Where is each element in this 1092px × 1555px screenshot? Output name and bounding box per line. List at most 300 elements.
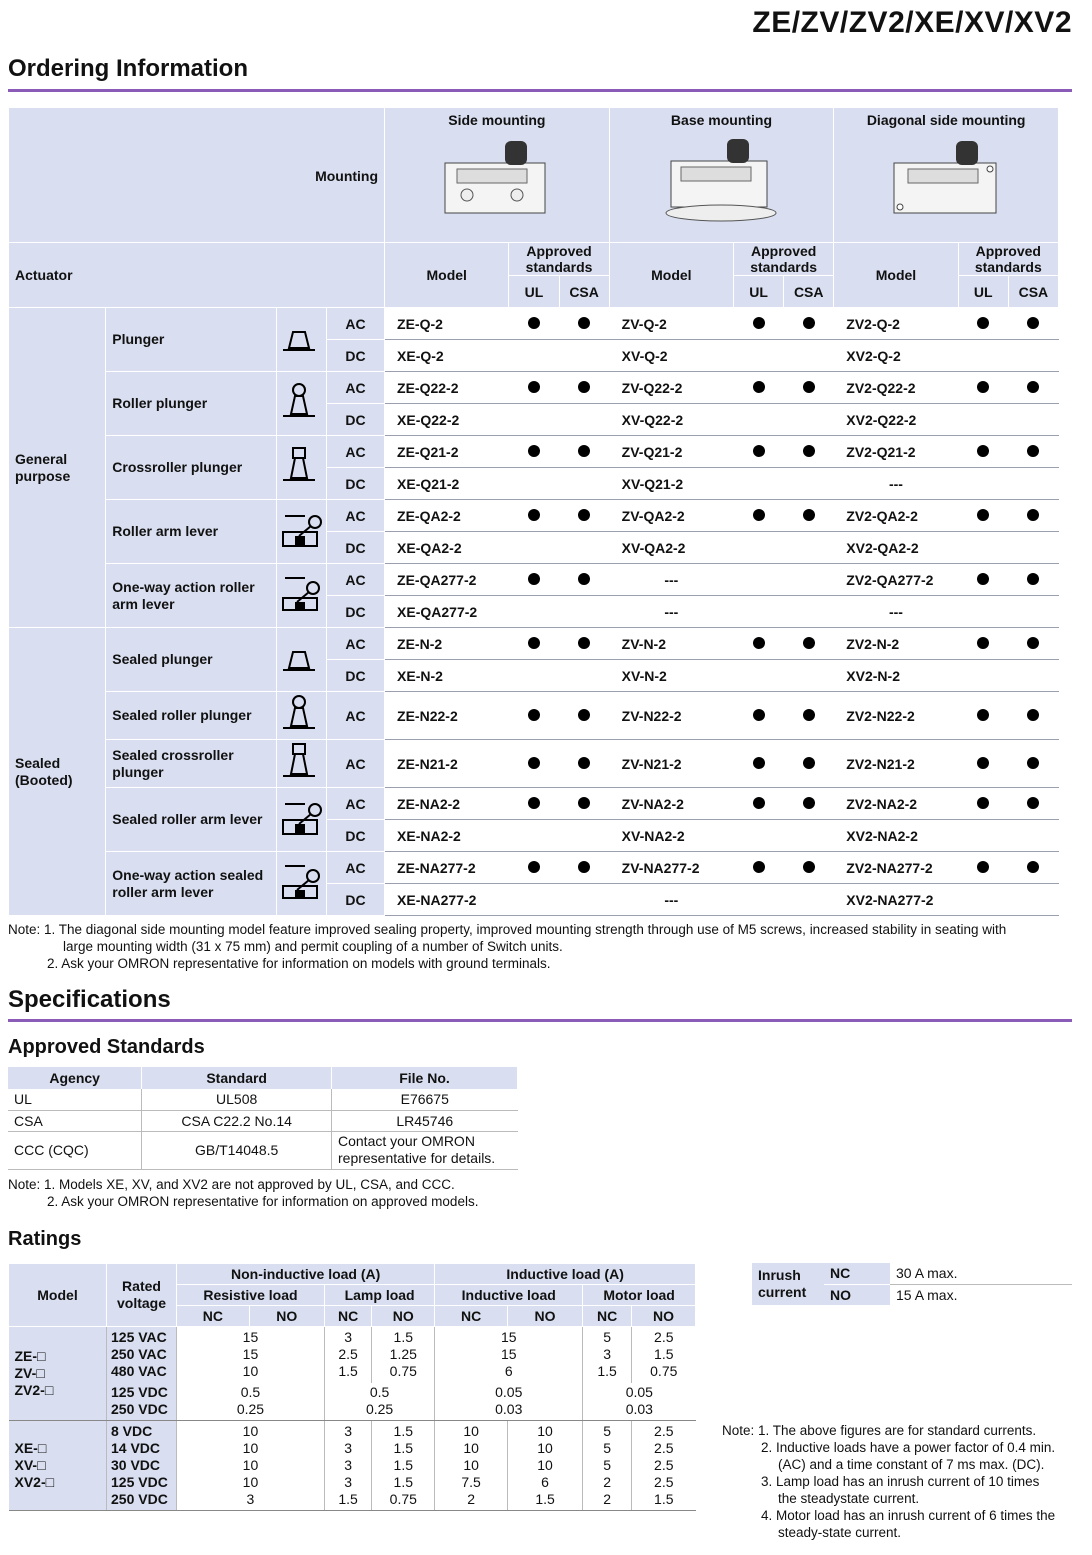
approved-dot-icon [803, 861, 815, 873]
ul-approval [509, 660, 559, 692]
csa-approval [1008, 820, 1058, 852]
ul-approval [509, 596, 559, 628]
note-line: 3. Lamp load has an inrush current of 10 times [761, 1474, 1040, 1489]
approved-dot-icon [977, 573, 989, 585]
agency-header: Agency [8, 1067, 142, 1089]
approved-dot-icon [977, 861, 989, 873]
lamp-cell: 0.5 0.25 [324, 1383, 434, 1421]
approved-header-2: standards [974, 259, 1042, 275]
ordering-title: Ordering Information [8, 55, 248, 82]
mounting-label: Mounting [9, 108, 385, 243]
non-inductive-header: Non-inductive load (A) [177, 1264, 435, 1285]
model-number: XV2-NA2-2 [834, 820, 958, 852]
table-row [8, 1089, 518, 1110]
ul-approval [509, 740, 559, 788]
approved-dot-icon [753, 317, 765, 329]
csa-approval [1008, 436, 1058, 468]
approved-dot-icon [803, 637, 815, 649]
approved-dot-icon [578, 709, 590, 721]
ordering-table [8, 107, 1059, 916]
motor-no-cell: 2.5 1.5 0.75 [632, 1327, 696, 1383]
model-number: XV2-QA2-2 [834, 532, 958, 564]
csa-approval [784, 436, 834, 468]
specifications-title: Specifications [8, 986, 171, 1013]
csa-approval [784, 564, 834, 596]
approved-dot-icon [578, 637, 590, 649]
csa-approval [784, 532, 834, 564]
model-number: ZE-NA277-2 [385, 852, 509, 884]
csa-approval [559, 788, 609, 820]
model-number: ZV2-QA277-2 [834, 564, 958, 596]
csa-approval [1008, 596, 1058, 628]
motor-header: Motor load [583, 1285, 696, 1306]
roller-actuator-icon [276, 692, 326, 740]
cross-actuator-icon [276, 740, 326, 788]
approved-dot-icon [977, 317, 989, 329]
csa-header: CSA [559, 276, 609, 308]
ul-approval [958, 852, 1008, 884]
csa-approval [559, 404, 609, 436]
table-row [9, 564, 1059, 596]
model-number: ZV2-N22-2 [834, 692, 958, 740]
approved-dot-icon [753, 797, 765, 809]
csa-approval [559, 692, 609, 740]
table-row [9, 1421, 696, 1511]
model-number: ZV-NA2-2 [609, 788, 733, 820]
actuator-name: Plunger [106, 308, 276, 372]
diagonal-mounting-switch-image [834, 128, 1058, 228]
csa-approval [559, 852, 609, 884]
model-number: XV2-N-2 [834, 660, 958, 692]
current-type: AC [326, 692, 384, 740]
model-number: XV2-Q22-2 [834, 404, 958, 436]
note-line: 2. Ask your OMRON representative for information on models with ground terminals. [47, 956, 551, 971]
ul-approval [958, 468, 1008, 500]
csa-approval [1008, 340, 1058, 372]
mount-side-label: Side mounting [448, 112, 546, 128]
table-row [8, 1131, 518, 1169]
approved-dot-icon [578, 573, 590, 585]
approved-dot-icon [1027, 317, 1039, 329]
ul-approval [734, 884, 784, 916]
approved-standards-title: Approved Standards [8, 1036, 205, 1058]
approved-dot-icon [578, 445, 590, 457]
csa-approval [559, 884, 609, 916]
rated-voltage-header: Rated voltage [107, 1264, 177, 1327]
approved-dot-icon [528, 709, 540, 721]
series-title: ZE/ZV/ZV2/XE/XV/XV2 [752, 6, 1072, 39]
model-number: ZV2-NA2-2 [834, 788, 958, 820]
resistive-cell: 10 10 10 10 3 [177, 1421, 325, 1511]
table-row [9, 436, 1059, 468]
ul-approval [734, 404, 784, 436]
ul-approval [509, 788, 559, 820]
approved-dot-icon [528, 637, 540, 649]
ul-approval [958, 532, 1008, 564]
csa-approval [784, 340, 834, 372]
lamp-nc-cell: 3 2.5 1.5 [324, 1327, 371, 1383]
csa-approval [1008, 692, 1058, 740]
model-number: XV-NA2-2 [609, 820, 733, 852]
table-row [9, 852, 1059, 884]
approved-dot-icon [528, 573, 540, 585]
table-row [9, 372, 1059, 404]
approved-header: Approved [526, 243, 592, 259]
csa-approval [1008, 532, 1058, 564]
approved-dot-icon [753, 381, 765, 393]
ul-approval [958, 788, 1008, 820]
model-header: Model [9, 1264, 107, 1327]
current-type: AC [326, 564, 384, 596]
ul-approval [958, 564, 1008, 596]
current-type: AC [326, 500, 384, 532]
ul-approval [958, 436, 1008, 468]
model-number: XE-QA2-2 [385, 532, 509, 564]
no-header: NO [507, 1306, 582, 1327]
group-label: General purpose [9, 308, 106, 628]
csa-header: CSA [784, 276, 834, 308]
model-number: ZV-N22-2 [609, 692, 733, 740]
model-header: Model [609, 243, 733, 308]
inrush-nc-label: NC [824, 1263, 890, 1284]
approved-dot-icon [528, 445, 540, 457]
csa-approval [559, 660, 609, 692]
approved-dot-icon [803, 445, 815, 457]
ul-approval [509, 628, 559, 660]
table-row [9, 692, 1059, 740]
ratings-title: Ratings [8, 1228, 82, 1250]
approved-header-2: standards [750, 259, 818, 275]
model-number: ZV-Q22-2 [609, 372, 733, 404]
approved-dot-icon [803, 797, 815, 809]
current-type: AC [326, 852, 384, 884]
csa-approval [1008, 500, 1058, 532]
approved-dot-icon [753, 445, 765, 457]
csa-approval [559, 628, 609, 660]
approved-dot-icon [977, 757, 989, 769]
approved-dot-icon [528, 381, 540, 393]
standard-cell: UL508 [142, 1089, 332, 1110]
ul-approval [734, 660, 784, 692]
csa-approval [784, 852, 834, 884]
csa-approval [784, 596, 834, 628]
approved-dot-icon [1027, 757, 1039, 769]
ratings-table [8, 1263, 696, 1511]
current-type: AC [326, 628, 384, 660]
agency-cell: UL [8, 1089, 142, 1110]
note-line: 2. Inductive loads have a power factor of 0.4 min. [761, 1440, 1056, 1455]
model-number: --- [609, 596, 733, 628]
inductive-load-header: Inductive load [435, 1285, 583, 1306]
note-line: Note: 1. The above figures are for standard currents. [722, 1423, 1037, 1438]
ul-approval [958, 500, 1008, 532]
approved-dot-icon [1027, 797, 1039, 809]
file-no-cell: E76675 [332, 1089, 518, 1110]
ul-approval [958, 340, 1008, 372]
ul-header: UL [958, 276, 1008, 308]
ul-approval [958, 692, 1008, 740]
model-number: ZE-Q21-2 [385, 436, 509, 468]
arm-actuator-icon [276, 788, 326, 852]
csa-approval [559, 532, 609, 564]
approved-dot-icon [578, 797, 590, 809]
model-number: XV-N-2 [609, 660, 733, 692]
agency-cell: CCC (CQC) [8, 1131, 142, 1169]
approved-dot-icon [977, 509, 989, 521]
model-number: ZE-N22-2 [385, 692, 509, 740]
side-mounting-switch-image [385, 128, 609, 228]
actuator-name: Sealed plunger [106, 628, 276, 692]
model-number: ZV-Q21-2 [609, 436, 733, 468]
mount-base-label: Base mounting [670, 112, 773, 128]
approved-dot-icon [1027, 709, 1039, 721]
approved-dot-icon [977, 709, 989, 721]
ul-approval [958, 820, 1008, 852]
csa-approval [559, 468, 609, 500]
ul-approval [958, 740, 1008, 788]
ul-approval [734, 532, 784, 564]
current-type: DC [326, 532, 384, 564]
approved-header-2: standards [525, 259, 593, 275]
model-number: ZE-Q-2 [385, 308, 509, 340]
ul-approval [958, 308, 1008, 340]
approved-dot-icon [578, 861, 590, 873]
actuator-name: Crossroller plunger [106, 436, 276, 500]
approved-dot-icon [753, 861, 765, 873]
model-number: ZE-Q22-2 [385, 372, 509, 404]
ul-approval [734, 340, 784, 372]
ul-approval [734, 564, 784, 596]
ul-approval [509, 820, 559, 852]
approved-dot-icon [977, 445, 989, 457]
approved-dot-icon [1027, 861, 1039, 873]
file-no-cell: LR45746 [332, 1110, 518, 1131]
approved-dot-icon [753, 509, 765, 521]
approved-dot-icon [803, 381, 815, 393]
table-row [9, 628, 1059, 660]
approved-dot-icon [1027, 637, 1039, 649]
note-line: 2. Ask your OMRON representative for information on approved models. [47, 1194, 479, 1209]
model-number: ZE-N21-2 [385, 740, 509, 788]
standard-header: Standard [142, 1067, 332, 1089]
ul-approval [734, 436, 784, 468]
nc-header: NC [177, 1306, 250, 1327]
motor-nc-cell: 5 3 1.5 [583, 1327, 632, 1383]
table-row [9, 500, 1059, 532]
csa-approval [1008, 404, 1058, 436]
ul-header: UL [734, 276, 784, 308]
current-type: DC [326, 660, 384, 692]
model-number: XE-NA2-2 [385, 820, 509, 852]
lamp-no-cell: 1.5 1.5 1.5 1.5 0.75 [372, 1421, 435, 1511]
model-number: --- [834, 468, 958, 500]
ul-approval [734, 468, 784, 500]
table-row [9, 308, 1059, 340]
actuator-label: Actuator [9, 243, 385, 308]
ul-approval [958, 628, 1008, 660]
model-number: XE-QA277-2 [385, 596, 509, 628]
csa-approval [1008, 372, 1058, 404]
inrush-table [752, 1263, 1072, 1305]
ul-approval [734, 692, 784, 740]
motor-nc-cell: 5 5 5 2 2 [583, 1421, 632, 1511]
model-number: ZE-QA2-2 [385, 500, 509, 532]
approved-dot-icon [1027, 573, 1039, 585]
ul-approval [734, 500, 784, 532]
lamp-no-cell: 1.5 1.25 0.75 [372, 1327, 435, 1383]
ul-approval [958, 372, 1008, 404]
csa-approval [559, 372, 609, 404]
ordering-notes [8, 921, 1078, 972]
ul-approval [509, 532, 559, 564]
nc-header: NC [583, 1306, 632, 1327]
ul-approval [734, 628, 784, 660]
resistive-cell: 0.5 0.25 [177, 1383, 325, 1421]
table-row [9, 788, 1059, 820]
csa-approval [784, 788, 834, 820]
current-type: AC [326, 372, 384, 404]
csa-approval [559, 740, 609, 788]
approved-dot-icon [1027, 445, 1039, 457]
approved-dot-icon [528, 757, 540, 769]
ul-approval [509, 692, 559, 740]
approved-dot-icon [753, 637, 765, 649]
note-line: (AC) and a time constant of 7 ms max. (DC). [778, 1457, 1045, 1472]
table-row [9, 1383, 696, 1421]
group-label: Sealed (Booted) [9, 628, 106, 916]
current-type: DC [326, 340, 384, 372]
lamp-nc-cell: 3 3 3 3 1.5 [324, 1421, 371, 1511]
approved-dot-icon [578, 317, 590, 329]
ul-approval [734, 852, 784, 884]
model-number: ZV2-NA277-2 [834, 852, 958, 884]
no-header: NO [632, 1306, 696, 1327]
ul-approval [958, 404, 1008, 436]
model-number: ZV2-Q21-2 [834, 436, 958, 468]
csa-approval [784, 660, 834, 692]
approved-dot-icon [528, 861, 540, 873]
model-number: ZV2-Q22-2 [834, 372, 958, 404]
mount-diagonal-label: Diagonal side mounting [866, 112, 1026, 128]
ul-approval [509, 564, 559, 596]
motor-no-cell: 2.5 2.5 2.5 2.5 1.5 [632, 1421, 696, 1511]
model-number: XV-QA2-2 [609, 532, 733, 564]
model-number: ZE-NA2-2 [385, 788, 509, 820]
csa-approval [559, 436, 609, 468]
actuator-name: One-way action roller arm lever [106, 564, 276, 628]
csa-approval [784, 820, 834, 852]
approved-header: Approved [975, 243, 1041, 259]
approved-dot-icon [753, 757, 765, 769]
note-line: large mounting width (31 x 75 mm) and permit coupling of a number of Switch units. [63, 939, 563, 954]
ul-approval [958, 884, 1008, 916]
csa-approval [559, 820, 609, 852]
current-type: AC [326, 740, 384, 788]
csa-approval [784, 500, 834, 532]
csa-approval [1008, 308, 1058, 340]
model-number: XE-Q-2 [385, 340, 509, 372]
ul-approval [734, 596, 784, 628]
csa-approval [784, 628, 834, 660]
actuator-name: Sealed crossroller plunger [106, 740, 276, 788]
ul-approval [509, 308, 559, 340]
current-type: DC [326, 596, 384, 628]
table-row [9, 1327, 696, 1383]
approved-dot-icon [578, 509, 590, 521]
current-type: DC [326, 468, 384, 500]
cross-actuator-icon [276, 436, 326, 500]
standards-notes [8, 1176, 528, 1210]
note-line: 4. Motor load has an inrush current of 6 times the [761, 1508, 1056, 1523]
csa-approval [784, 692, 834, 740]
csa-approval [559, 596, 609, 628]
model-cell: XE-□ XV-□ XV2-□ [9, 1421, 107, 1511]
csa-approval [784, 468, 834, 500]
csa-approval [1008, 852, 1058, 884]
no-header: NO [249, 1306, 324, 1327]
approved-dot-icon [1027, 509, 1039, 521]
model-number: ZV-NA277-2 [609, 852, 733, 884]
csa-approval [1008, 468, 1058, 500]
actuator-name: Roller plunger [106, 372, 276, 436]
ul-approval [509, 500, 559, 532]
ul-approval [509, 884, 559, 916]
model-number: XE-Q22-2 [385, 404, 509, 436]
inductive-nc-cell: 10 10 10 7.5 2 [435, 1421, 508, 1511]
ul-approval [509, 468, 559, 500]
model-number: XE-Q21-2 [385, 468, 509, 500]
model-number: ZV-N21-2 [609, 740, 733, 788]
model-header: Model [834, 243, 958, 308]
base-mounting-switch-image [610, 128, 834, 228]
note-line: Note: 1. Models XE, XV, and XV2 are not approved by UL, CSA, and CCC. [8, 1177, 455, 1192]
ul-approval [734, 740, 784, 788]
ul-approval [509, 340, 559, 372]
model-number: ZV2-Q-2 [834, 308, 958, 340]
current-type: AC [326, 436, 384, 468]
model-cell: ZE-□ ZV-□ ZV2-□ [9, 1327, 107, 1421]
approved-dot-icon [977, 637, 989, 649]
ul-approval [509, 852, 559, 884]
ul-approval [958, 660, 1008, 692]
approved-dot-icon [803, 317, 815, 329]
model-number: XV2-NA277-2 [834, 884, 958, 916]
actuator-name: Roller arm lever [106, 500, 276, 564]
model-number: XV-Q21-2 [609, 468, 733, 500]
ul-approval [509, 404, 559, 436]
approved-dot-icon [578, 381, 590, 393]
approved-dot-icon [1027, 381, 1039, 393]
csa-approval [1008, 884, 1058, 916]
model-number: --- [609, 884, 733, 916]
current-type: DC [326, 884, 384, 916]
nc-header: NC [435, 1306, 508, 1327]
resistive-cell: 15 15 10 [177, 1327, 325, 1383]
inrush-no-label: NO [824, 1284, 890, 1305]
inductive-header: Inductive load (A) [435, 1264, 696, 1285]
table-row [8, 1110, 518, 1131]
current-type: DC [326, 404, 384, 436]
csa-approval [1008, 788, 1058, 820]
ul-header: UL [509, 276, 559, 308]
approved-dot-icon [977, 797, 989, 809]
file-no-cell: Contact your OMRON representative for details. [332, 1131, 518, 1169]
csa-approval [784, 372, 834, 404]
ratings-notes [722, 1422, 1082, 1541]
table-row [9, 740, 1059, 788]
ul-approval [509, 436, 559, 468]
csa-approval [1008, 564, 1058, 596]
